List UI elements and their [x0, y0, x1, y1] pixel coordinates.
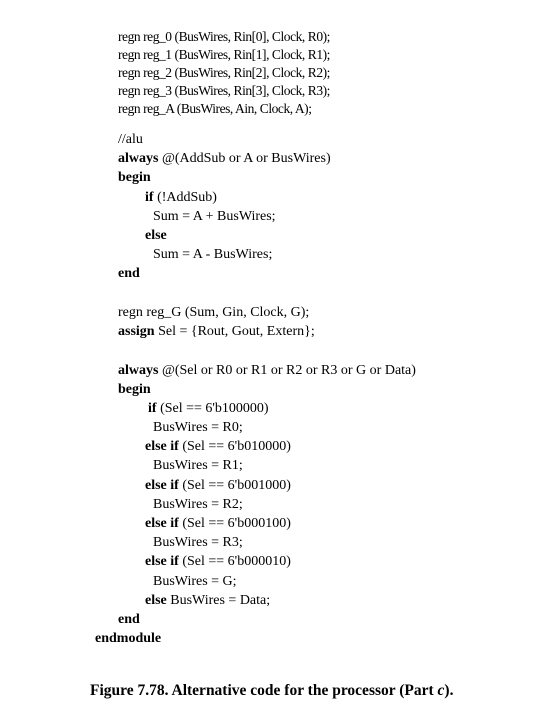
keyword-else: else — [145, 593, 167, 608]
code-comment-alu: //alu — [118, 132, 143, 147]
caption-suffix: ). — [444, 682, 454, 699]
code-line-bus-r3: BusWires = R3; — [153, 535, 243, 550]
caption-text: Figure 7.78. Alternative code for the processor (Part — [90, 682, 438, 699]
code-line-elseif-r2 — [145, 476, 291, 495]
code-line-reg-a: regn reg_A (BusWires, Ain, Clock, A); — [118, 101, 312, 116]
keyword-always: always — [118, 363, 159, 378]
code-line-assign — [118, 322, 315, 341]
keyword-else-if: else if — [145, 439, 179, 454]
caption-part-letter: c — [437, 682, 445, 699]
keyword-begin: begin — [118, 170, 151, 185]
code-line-reg-0: regn reg_0 (BusWires, Rin[0], Clock, R0); — [118, 29, 330, 44]
code-text: Sel = {Rout, Gout, Extern}; — [154, 324, 315, 339]
code-line-elseif-r1 — [145, 437, 291, 456]
code-line-reg-2: regn reg_2 (BusWires, Rin[2], Clock, R2); — [118, 65, 330, 80]
code-text: (Sel == 6'b000100) — [178, 516, 291, 531]
keyword-else-if: else if — [145, 554, 179, 569]
figure-caption — [90, 682, 453, 700]
code-line-elseif-r3 — [145, 514, 291, 533]
code-line-always-sel — [118, 361, 416, 380]
keyword-always: always — [118, 151, 159, 166]
code-line-if-addsub — [145, 188, 217, 207]
keyword-else-if: else if — [145, 516, 179, 531]
keyword-assign: assign — [118, 324, 155, 339]
code-text: (Sel == 6'b000010) — [178, 554, 291, 569]
code-text: @(Sel or R0 or R1 or R2 or R3 or G or Data) — [158, 363, 416, 378]
keyword-if: if — [148, 401, 157, 416]
code-line-reg-1: regn reg_1 (BusWires, Rin[1], Clock, R1); — [118, 47, 330, 62]
code-text: (Sel == 6'b001000) — [178, 478, 291, 493]
code-line-bus-r2: BusWires = R2; — [153, 497, 243, 512]
code-line-sum-add: Sum = A + BusWires; — [153, 209, 276, 224]
code-line-bus-g: BusWires = G; — [153, 574, 237, 589]
code-text: (!AddSub) — [153, 190, 217, 205]
code-text: (Sel == 6'b010000) — [178, 439, 291, 454]
code-line-sum-sub: Sum = A - BusWires; — [153, 247, 273, 262]
code-line-reg-3: regn reg_3 (BusWires, Rin[3], Clock, R3); — [118, 83, 330, 98]
keyword-begin: begin — [118, 382, 151, 397]
keyword-end: end — [118, 612, 140, 627]
code-text: @(AddSub or A or BusWires) — [158, 151, 331, 166]
keyword-end: end — [118, 266, 140, 281]
code-line-if-r0 — [148, 399, 269, 418]
code-text: (Sel == 6'b100000) — [156, 401, 269, 416]
keyword-endmodule: endmodule — [95, 631, 162, 646]
code-line-elseif-g — [145, 552, 291, 571]
code-text: BusWires = Data; — [166, 593, 271, 608]
keyword-else: else — [145, 228, 167, 243]
keyword-else-if: else if — [145, 478, 179, 493]
code-line-always-alu — [118, 149, 331, 168]
code-line-else-data — [145, 591, 270, 610]
code-line-bus-r0: BusWires = R0; — [153, 420, 243, 435]
keyword-if: if — [145, 190, 154, 205]
code-line-reg-g: regn reg_G (Sum, Gin, Clock, G); — [118, 305, 310, 320]
code-line-bus-r1: BusWires = R1; — [153, 458, 243, 473]
